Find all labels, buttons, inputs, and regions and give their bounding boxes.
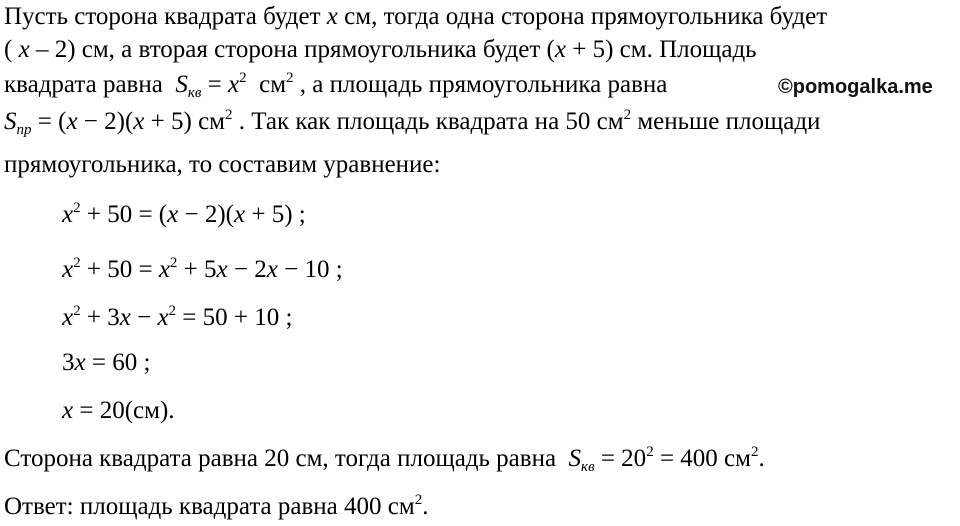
problem-line-4: $S_{пр} = (x - 2)(x + 5)$ $см^2$ . Так как площадь квадрата на 50 $см^2$ меньше площади xyxy=(4,107,821,138)
problem-line-5: прямоугольника, то составим уравнение: xyxy=(4,151,441,178)
equation-4: 3x = 60 ; xyxy=(62,349,151,376)
problem-line-3: квадрата равна $S_{кв} = x^2$ $см^2$ , а площадь прямоугольника равна xyxy=(4,70,668,101)
equation-1: $x^2 + 50 = (x - 2)(x + 5)$ ; xyxy=(62,200,306,228)
answer-line: Ответ: площадь квадрата равна 400 $см^2$. xyxy=(4,492,429,520)
problem-line-2: ( x – 2) см, а вторая сторона прямоугольника будет (x + 5) см. Площадь xyxy=(4,36,757,63)
equation-2: $x^2 + 50 = x^2 + 5x - 2x - 10$ ; xyxy=(62,255,343,283)
result-line: Сторона квадрата равна 20 см, тогда площадь равна $S_{кв} = 20^2 = 400$ $см^2$. xyxy=(4,444,765,475)
equation-3: $x^2 + 3x - x^2 = 50 + 10$ ; xyxy=(62,303,293,331)
watermark-logo: ©pomogalka.me xyxy=(778,76,933,98)
problem-line-1: Пусть сторона квадрата будет x см, тогда одна сторона прямоугольника будет xyxy=(4,3,828,30)
equation-5: x = 20(см). xyxy=(62,397,175,424)
